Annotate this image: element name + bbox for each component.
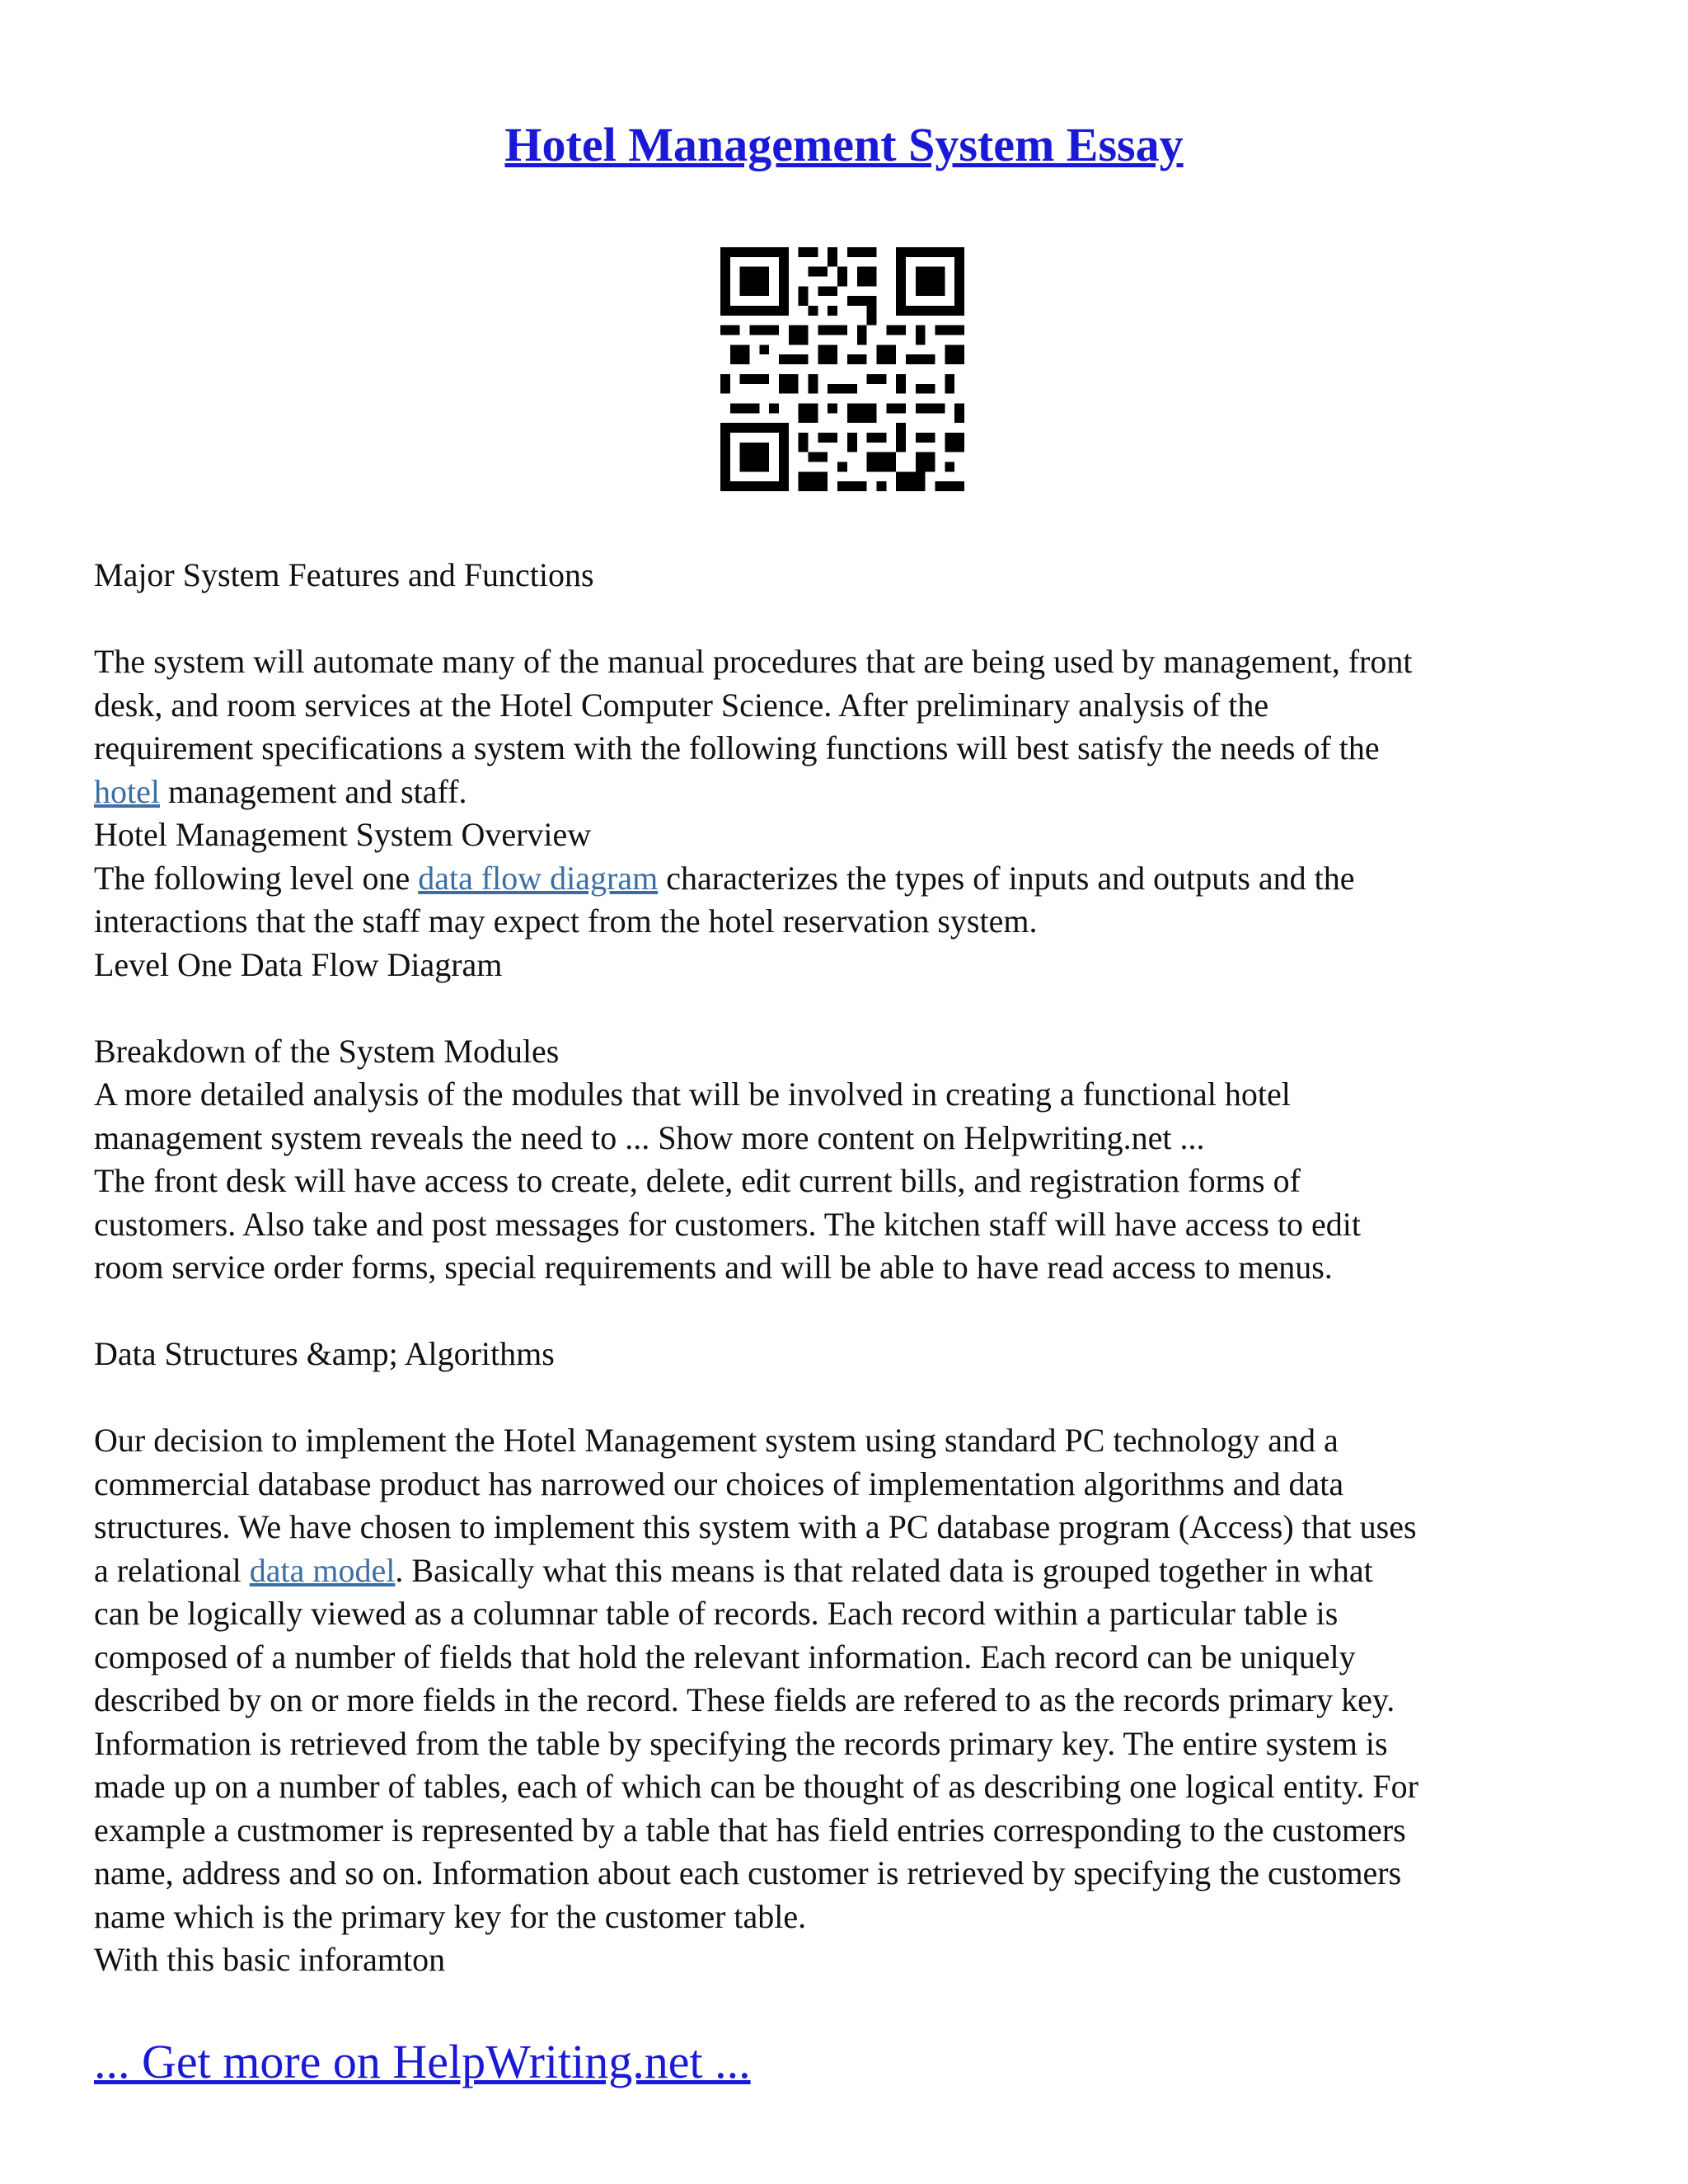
get-more-link[interactable]: ... Get more on HelpWriting.net ... bbox=[94, 2035, 751, 2088]
paragraph-line: The system will automate many of the manual procedures that are being used by management, front bbox=[94, 643, 1413, 680]
paragraph-line: name, address and so on. Information about each customer is retrieved by specifying the customers bbox=[94, 1854, 1402, 1891]
paragraph-line: A more detailed analysis of the modules that will be involved in creating a functional hotel bbox=[94, 1076, 1291, 1113]
paragraph-line: composed of a number of fields that hold the relevant information. Each record can be uniquely bbox=[94, 1638, 1356, 1675]
paragraph-line: management system reveals the need to ... Show more content on Helpwriting.net ... bbox=[94, 1118, 1205, 1156]
paragraph-text: . Basically what this means is that related data is grouped together in what bbox=[395, 1551, 1373, 1589]
paragraph-line: Information is retrieved from the table by specifying the records primary key. The entire system is bbox=[94, 1724, 1388, 1762]
paragraph-line: commercial database product has narrowed our choices of implementation algorithms and data bbox=[94, 1465, 1344, 1502]
paragraph-line bbox=[94, 771, 1602, 814]
paragraph-line: can be logically viewed as a columnar table of records. Each record within a particular table is bbox=[94, 1595, 1339, 1632]
data-flow-diagram-link[interactable]: data flow diagram bbox=[418, 859, 659, 897]
paragraph-line: desk, and room services at the Hotel Computer Science. After preliminary analysis of the bbox=[94, 686, 1269, 724]
paragraph-line: requirement specifications a system with the following functions will best satisfy the needs of the bbox=[94, 729, 1380, 766]
hotel-link[interactable]: hotel bbox=[94, 772, 160, 810]
paragraph-line: room service order forms, special requirements and will be able to have read access to menus. bbox=[94, 1249, 1333, 1286]
paragraph-line: example a custmomer is represented by a table that has field entries corresponding to the customers bbox=[94, 1811, 1406, 1849]
paragraph-line bbox=[94, 857, 1602, 901]
page-title bbox=[0, 115, 1688, 175]
paragraph-line: customers. Also take and post messages for customers. The kitchen staff will have access to edit bbox=[94, 1205, 1362, 1243]
section-heading-features: Major System Features and Functions bbox=[94, 556, 594, 593]
paragraph-line: described by on or more fields in the record. These fields are refered to as the records primary key. bbox=[94, 1681, 1395, 1718]
paragraph-text: a relational bbox=[94, 1551, 250, 1589]
paragraph-line: The front desk will have access to create, delete, edit current bills, and registration forms of bbox=[94, 1162, 1301, 1199]
paragraph-text: management and staff. bbox=[159, 772, 467, 810]
paragraph-line: name which is the primary key for the customer table. bbox=[94, 1897, 807, 1935]
section-heading-breakdown: Breakdown of the System Modules bbox=[94, 1032, 560, 1070]
paragraph-line: interactions that the staff may expect from the hotel reservation system. bbox=[94, 902, 1038, 940]
paragraph-text: The following level one bbox=[94, 859, 419, 897]
footer bbox=[94, 2032, 751, 2092]
paragraph-line: structures. We have chosen to implement this system with a PC database program (Access) that uses bbox=[94, 1508, 1417, 1545]
paragraph-text: characterizes the types of inputs and outputs and the bbox=[658, 859, 1355, 897]
section-heading-data-structures: Data Structures &amp; Algorithms bbox=[94, 1335, 555, 1372]
data-model-link[interactable]: data model bbox=[249, 1551, 396, 1589]
section-heading-overview: Hotel Management System Overview bbox=[94, 816, 592, 853]
paragraph-line: made up on a number of tables, each of which can be thought of as describing one logical entity. For bbox=[94, 1768, 1418, 1805]
paragraph-line: With this basic inforamton bbox=[94, 1941, 446, 1978]
section-heading-dfd: Level One Data Flow Diagram bbox=[94, 945, 503, 983]
qr-code-image bbox=[720, 247, 964, 491]
paragraph-line bbox=[94, 1549, 1602, 1593]
essay-body bbox=[94, 554, 1602, 1982]
paragraph-line: Our decision to implement the Hotel Management system using standard PC technology and a bbox=[94, 1422, 1339, 1459]
title-link[interactable]: Hotel Management System Essay bbox=[504, 118, 1184, 171]
